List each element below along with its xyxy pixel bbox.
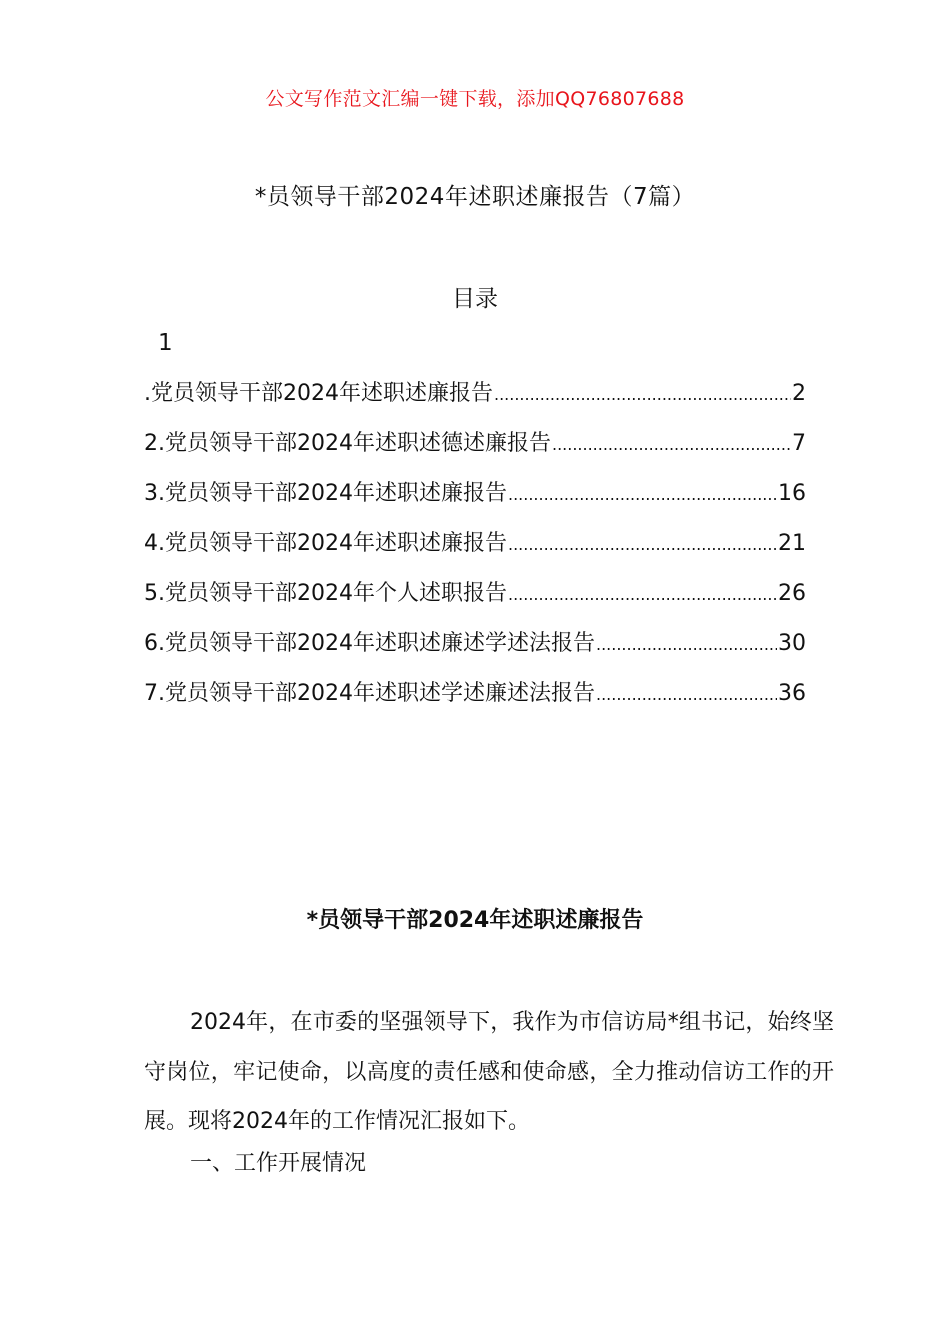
- toc-entry-title: 2.党员领导干部2024年述职述德述廉报告: [144, 431, 551, 456]
- toc-entry-4[interactable]: [144, 526, 806, 576]
- toc-entry-title: 3.党员领导干部2024年述职述廉报告: [144, 481, 507, 506]
- table-of-contents: [144, 376, 806, 726]
- document-title: *员领导干部2024年述职述廉报告（7篇）: [254, 184, 696, 210]
- toc-entry-title: 7.党员领导干部2024年述职述学述廉述法报告: [144, 681, 595, 706]
- toc-entry-page: 30: [778, 631, 806, 656]
- toc-entry-page: 21: [778, 531, 806, 556]
- toc-entry-title: .党员领导干部2024年述职述廉报告: [144, 381, 493, 406]
- toc-entry-3[interactable]: [144, 476, 806, 526]
- toc-heading: 目录: [452, 286, 498, 312]
- toc-entry-2[interactable]: [144, 426, 806, 476]
- toc-leader-dots: [596, 631, 777, 656]
- toc-leader-dots: [508, 581, 777, 606]
- toc-entry-page: 2: [792, 381, 806, 406]
- toc-entry-title: 4.党员领导干部2024年述职述廉报告: [144, 531, 507, 556]
- toc-entry-1[interactable]: [144, 376, 806, 426]
- toc-entry-page: 7: [792, 431, 806, 456]
- toc-leader-dots: [508, 531, 777, 556]
- toc-entry-6[interactable]: [144, 626, 806, 676]
- toc-entry-7[interactable]: [144, 676, 806, 726]
- toc-entry-page: 36: [778, 681, 806, 706]
- toc-entry-title: 5.党员领导干部2024年个人述职报告: [144, 581, 507, 606]
- toc-entry-page: 26: [778, 581, 806, 606]
- toc-leader-dots: [596, 681, 777, 706]
- toc-entry-page: 16: [778, 481, 806, 506]
- toc-leader-dots: [494, 381, 791, 406]
- toc-entry-title: 6.党员领导干部2024年述职述廉述学述法报告: [144, 631, 595, 656]
- body-subheading: 一、工作开展情况: [190, 1151, 367, 1176]
- download-promo-note: 公文写作范文汇编一键下载，添加QQ76807688: [265, 88, 685, 110]
- toc-leader-dots: [508, 481, 777, 506]
- toc-stray-number: 1: [158, 330, 173, 356]
- toc-entry-5[interactable]: [144, 576, 806, 626]
- body-paragraph: 2024年，在市委的坚强领导下，我作为市信访局*组书记，始终坚守岗位，牢记使命，以高度的责任感和使命感，全力推动信访工作的开展。现将2024年的工作情况汇报如下。: [144, 1010, 834, 1134]
- toc-leader-dots: [552, 431, 791, 456]
- section-title: *员领导干部2024年述职述廉报告: [306, 908, 644, 933]
